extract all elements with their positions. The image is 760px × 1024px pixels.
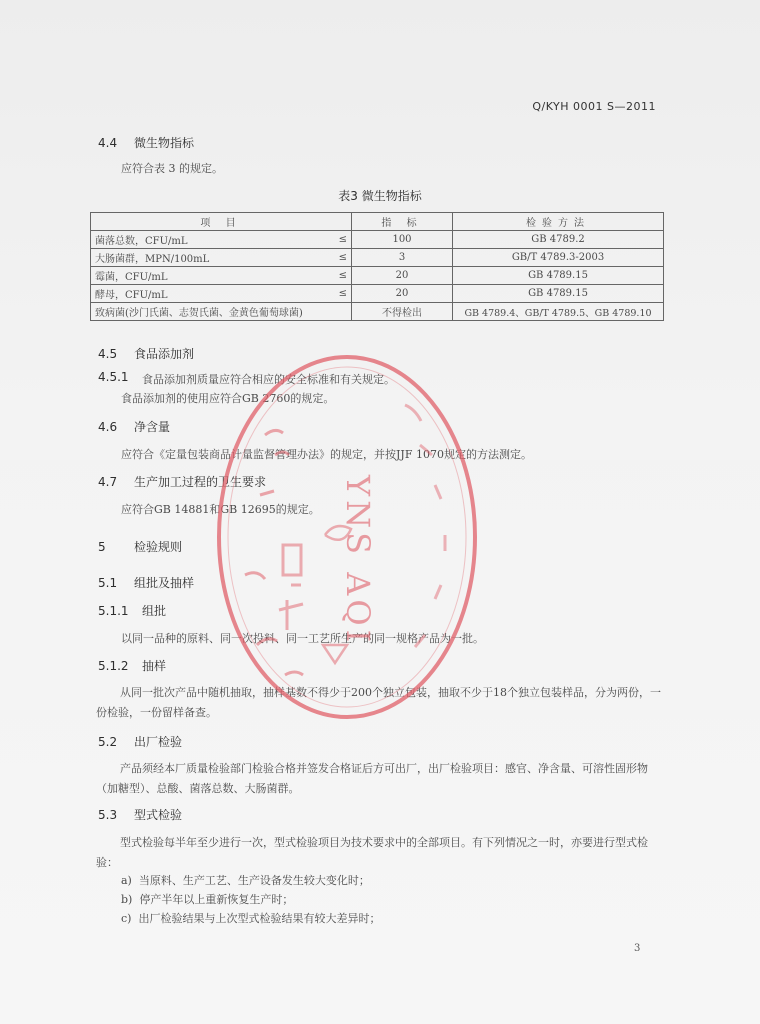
standard-code: Q/KYH 0001 S—2011 [532, 100, 656, 113]
section-number: 4.6 [98, 420, 118, 434]
section-number: 5.1.2 [98, 659, 129, 673]
heading-5-1 [98, 574, 194, 591]
paragraph-4-4: 应符合表 3 的规定。 [121, 162, 223, 175]
section-title: 型式检验 [134, 808, 183, 822]
heading-4-6 [98, 418, 170, 435]
cell-value: 不得检出 [352, 303, 453, 321]
cell-method: GB 4789.15 [453, 267, 664, 285]
header-value: 指 标 [352, 213, 453, 231]
cell-item: 霉菌，CFU/mL [91, 267, 324, 285]
list-marker: b) [121, 893, 133, 906]
table-row [91, 267, 664, 285]
list-text: 出厂检验结果与上次型式检验结果有较大差异时； [138, 912, 381, 925]
list-text: 当原料、生产工艺、生产设备发生较大变化时； [138, 874, 370, 887]
list-item [121, 891, 293, 907]
section-number: 5.3 [98, 808, 118, 822]
section-number: 5.2 [98, 735, 118, 749]
cell-value: 100 [352, 231, 453, 249]
cell-item: 酵母，CFU/mL [91, 285, 324, 303]
paragraph-4-5-1-line2: 食品添加剂的使用应符合GB 2760的规定。 [121, 392, 335, 405]
cell-op: ≤ [323, 285, 352, 303]
cell-method: GB 4789.15 [453, 285, 664, 303]
heading-4-5-1 [98, 370, 142, 384]
table-row [91, 231, 664, 249]
cell-op: ≤ [323, 267, 352, 285]
cell-item: 大肠菌群，MPN/100mL [91, 249, 324, 267]
cell-value: 20 [352, 285, 453, 303]
section-number: 4.4 [98, 136, 118, 150]
microbial-table [90, 212, 664, 321]
cell-op: ≤ [323, 231, 352, 249]
cell-item: 致病菌(沙门氏菌、志贺氏菌、金黄色葡萄球菌) [91, 303, 324, 321]
list-item [121, 872, 370, 888]
section-title: 出厂检验 [134, 735, 183, 749]
heading-4-4 [98, 134, 194, 151]
heading-5-1-2 [98, 657, 166, 674]
heading-5 [98, 538, 182, 555]
section-title: 检验规则 [134, 540, 183, 554]
paragraph-4-5-1-line1: 食品添加剂质量应符合相应的安全标准和有关规定。 [142, 373, 395, 386]
section-number: 4.7 [98, 475, 118, 489]
paragraph-5-1-1: 以同一品种的原料、同一次投料、同一工艺所生产的同一规格产品为一批。 [121, 632, 484, 645]
section-number: 5 [98, 540, 106, 554]
cell-item: 菌落总数，CFU/mL [91, 231, 324, 249]
section-number: 5.1.1 [98, 604, 129, 618]
section-title: 微生物指标 [134, 136, 195, 150]
cell-value: 3 [352, 249, 453, 267]
cell-method: GB/T 4789.3-2003 [453, 249, 664, 267]
list-marker: c) [121, 912, 132, 925]
cell-op: ≤ [323, 249, 352, 267]
svg-text:YNS AQI: YNS AQI [339, 475, 377, 647]
section-number: 4.5.1 [98, 370, 129, 384]
table-row [91, 249, 664, 267]
list-text: 停产半年以上重新恢复生产时； [139, 893, 294, 906]
heading-4-5 [98, 345, 194, 362]
section-number: 4.5 [98, 347, 118, 361]
section-title: 抽样 [142, 659, 167, 673]
header-item: 项 目 [91, 213, 352, 231]
paragraph-4-6: 应符合《定量包装商品计量监督管理办法》的规定，并按JJF 1070规定的方法测定。 [121, 448, 532, 461]
section-title: 食品添加剂 [134, 347, 195, 361]
paragraph-5-1-2: 从同一批次产品中随机抽取，抽样基数不得少于200个独立包装，抽取不少于18个独立包装样品，分为两份，一份检验，一份留样备查。 [96, 686, 661, 719]
section-title: 组批 [142, 604, 167, 618]
section-title: 净含量 [134, 420, 171, 434]
section-title: 生产加工过程的卫生要求 [134, 475, 267, 489]
table-row [91, 303, 664, 321]
cell-value: 20 [352, 267, 453, 285]
table-title: 表3 微生物指标 [338, 189, 422, 203]
page-number: 3 [634, 943, 641, 954]
heading-5-3 [98, 806, 182, 823]
cell-op [323, 303, 352, 321]
paragraph-5-2: 产品须经本厂质量检验部门检验合格并签发合格证后方可出厂，出厂检验项目：感官、净含量、可溶性固形物（加糖型）、总酸、菌落总数、大肠菌群。 [96, 762, 648, 795]
cell-method: GB 4789.4、GB/T 4789.5、GB 4789.10 [453, 303, 664, 321]
heading-5-2 [98, 733, 182, 750]
paragraph-5-3: 型式检验每半年至少进行一次，型式检验项目为技术要求中的全部项目。有下列情况之一时，亦要进行型式检验： [96, 836, 648, 869]
heading-4-7 [98, 473, 266, 490]
section-number: 5.1 [98, 576, 118, 590]
cell-method: GB 4789.2 [453, 231, 664, 249]
table-row [91, 285, 664, 303]
section-title: 组批及抽样 [134, 576, 195, 590]
paragraph-4-7: 应符合GB 14881和GB 12695的规定。 [121, 503, 320, 516]
table-header-row [91, 213, 664, 231]
list-marker: a) [121, 874, 132, 887]
heading-5-1-1 [98, 602, 166, 619]
list-item [121, 910, 380, 926]
header-method: 检验方法 [453, 213, 664, 231]
